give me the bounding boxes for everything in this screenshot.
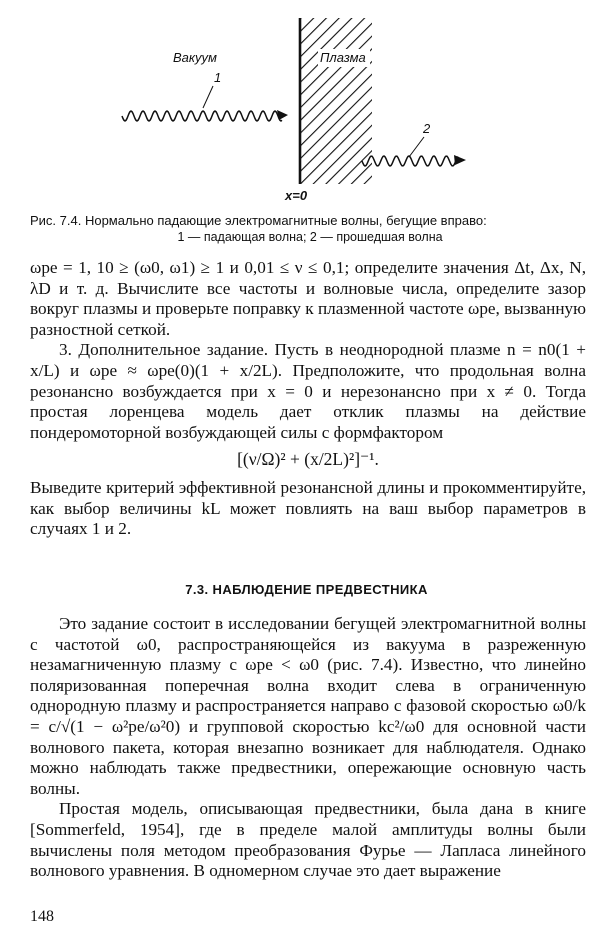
plasma-label: Плазма: [320, 50, 366, 65]
figure-caption: [30, 212, 590, 246]
incident-wave: [122, 111, 282, 121]
boundary-label: x=0: [285, 188, 308, 203]
wave2-leader: [409, 137, 424, 157]
section-heading: 7.3. НАБЛЮДЕНИЕ ПРЕДВЕСТНИКА: [185, 582, 428, 597]
wave-diagram: [0, 0, 613, 210]
wave2-label: 2: [423, 121, 431, 136]
vacuum-label: Вакуум: [173, 50, 217, 65]
caption-line-2: 1 — падающая волна; 2 — прошедшая волна: [177, 230, 443, 244]
upper-text: [30, 258, 586, 540]
paragraph-task-description: Это задание состоит в исследовании бегущей электромагнитной волны с частотой ω0, распространяющейся из вакуума в разреженную незамагниченную плазму с ωpe < ω0 (рис. 7.4). Известно, что линейно поляризованная поперечная волна входит слева в ограниченную однородную плазму и распространяется направо с фазовой скоростью ω0/k = c/√(1 − ω²pe/ω²0) и групповой скоростью kc²/ω0 для основной части волнового пакета, которая внезапно возникает для наблюдателя. Однако можно наблюдать также предвестники, опережающие основную часть волны.: [30, 614, 586, 798]
transmitted-wave: [362, 156, 458, 166]
caption-line-1: Рис. 7.4. Нормально падающие электромагнитные волны, бегущие вправо:: [30, 213, 487, 228]
lower-text: [30, 614, 586, 882]
paragraph-criterion: Выведите критерий эффективной резонансной длины и прокомментируйте, как выбор величины kL может повлиять на ваш выбор параметров в случаях 1 и 2.: [30, 477, 586, 539]
figure-7-4: [0, 0, 613, 210]
paragraph-parameters: ωpe = 1, 10 ≥ (ω0, ω1) ≥ 1 и 0,01 ≤ ν ≤ 0,1; определите значения Δt, Δx, N, λD и т. д. Вычислите все частоты и волновые числа, определите зазор вокруг плазмы и проверьте поправку к плазменной частоте ωpe, вызванную разностной сеткой.: [30, 258, 586, 339]
wave1-label: 1: [214, 70, 222, 85]
page-number: 148: [30, 908, 54, 925]
paragraph-additional-task: 3. Дополнительное задание. Пусть в неоднородной плазме n = n0(1 + x/L) и ωpe ≈ ωpe(0)(1 + x/2L). Предположите, что продольная волна резонансно возбуждается при x = 0 и нерезонансно при x ≠ 0. Тогда простая лоренцева модель дает отклик плазмы на действие пондеромоторной возбуждающей силы с формфактором: [30, 340, 586, 442]
paragraph-sommerfeld-model: Простая модель, описывающая предвестники, была дана в книге [Sommerfeld, 1954], где в пределе малой амплитуды волны были вычислены поля методом преобразования Фурье — Лапласа линейного волнового уравнения. В одномерном случае это дает выражение: [30, 799, 586, 881]
transmitted-wave-arrow: [454, 155, 466, 165]
formfactor-formula: [(ν/Ω)² + (x/2L)²]⁻¹.: [237, 449, 379, 470]
wave1-leader: [203, 86, 213, 108]
plasma-region: [300, 18, 372, 184]
